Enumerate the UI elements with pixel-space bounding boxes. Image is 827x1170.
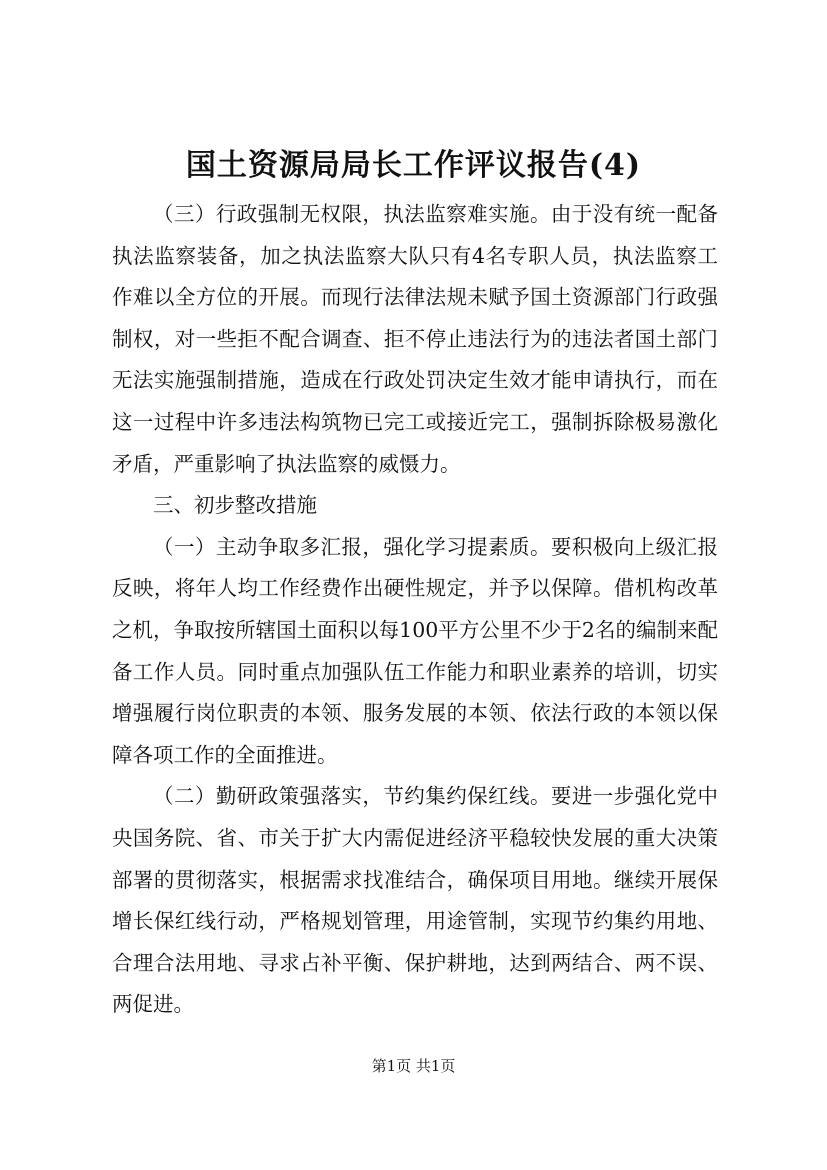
paragraph-administrative-enforcement: （三）行政强制无权限，执法监察难实施。由于没有统一配备执法监察装备，加之执法监察大队只有4名专职人员，执法监察工作难以全方位的开展。而现行法律法规未赋予国土资源部门行政强制权，对一些拒不配合调查、拒不停止违法行为的违法者国土部门无法实施强制措施，造成在行政处罚决定生效才能申请执行，而在这一过程中许多违法构筑物已完工或接近完工，强制拆除极易激化矛盾，严重影响了执法监察的威慑力。 — [112, 202, 718, 476]
page-footer: 第1页 共1页 — [371, 1057, 456, 1075]
paragraph-proactive-reporting: （一）主动争取多汇报，强化学习提素质。要积极向上级汇报反映，将年人均工作经费作出硬性规定，并予以保障。借机构改革之机，争取按所辖国土面积以每100平方公里不少于2名的编制来配备工作人员。同时重点加强队伍工作能力和职业素养的培训，切实增强履行岗位职责的本领、服务发展的本领、依法行政的本领以保障各项工作的全面推进。 — [112, 534, 718, 767]
document-body — [112, 194, 718, 1026]
section-heading-rectification-measures: 三、初步整改措施 — [153, 493, 317, 518]
paragraph-policy-implementation: （二）勤研政策强落实，节约集约保红线。要进一步强化党中央国务院、省、市关于扩大内需促进经济平稳较快发展的重大决策部署的贯彻落实，根据需求找准结合，确保项目用地。继续开展保增长保红线行动，严格规划管理，用途管制，实现节约集约用地、合理合法用地、寻求占补平衡、保护耕地，达到两结合、两不误、两促进。 — [112, 784, 718, 1017]
document-title: 国土资源局局长工作评议报告(4) — [185, 148, 642, 183]
